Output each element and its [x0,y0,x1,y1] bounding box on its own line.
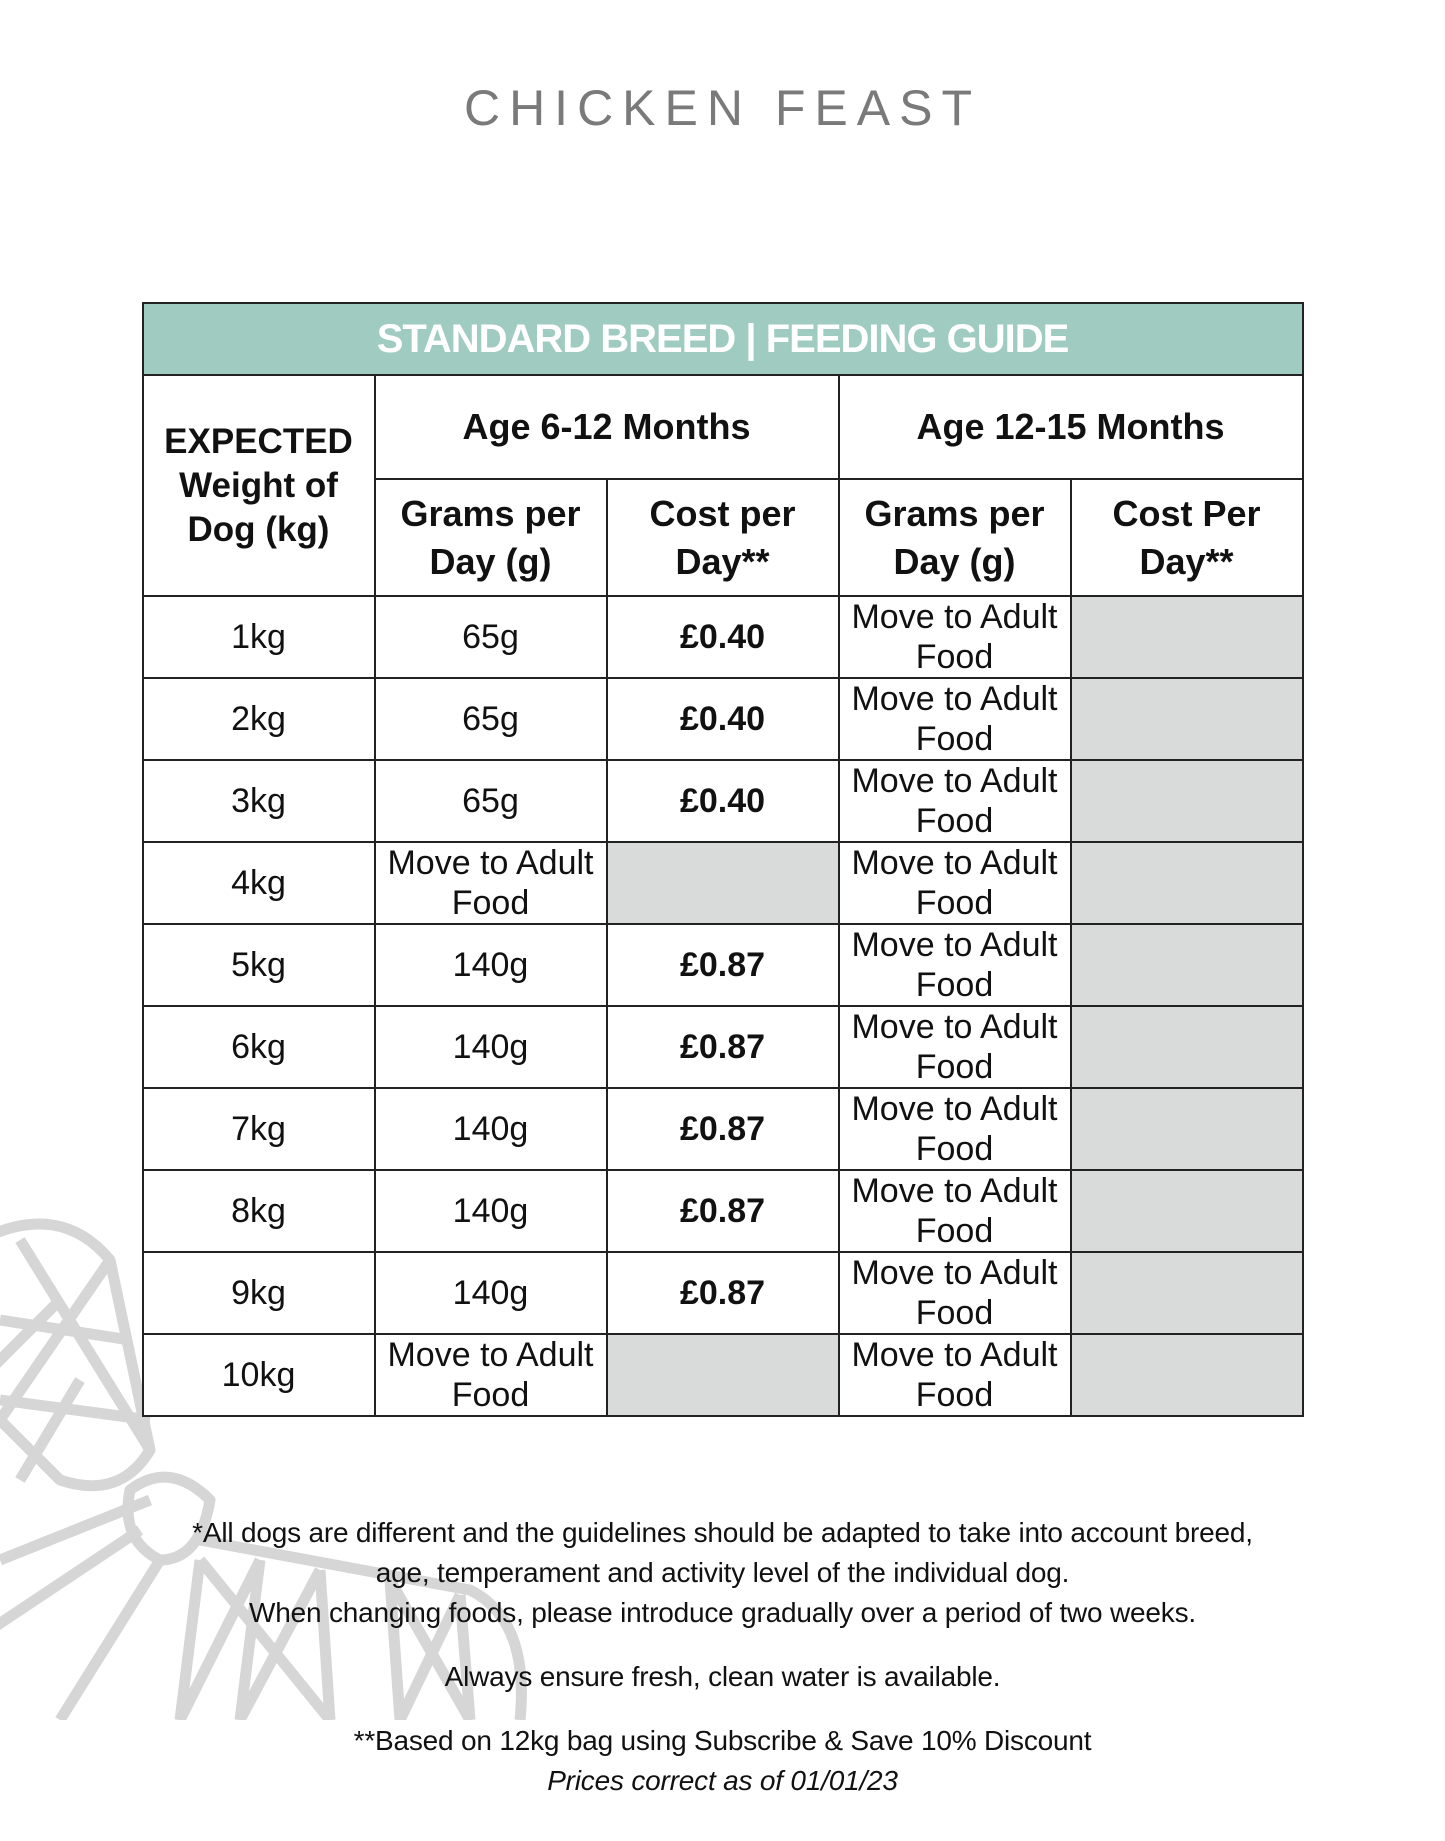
weight-cell: 8kg [143,1170,375,1252]
weight-cell: 7kg [143,1088,375,1170]
weight-cell: 1kg [143,596,375,678]
group-header-12-15: Age 12-15 Months [839,375,1303,479]
subheader-line: Cost Per [1112,492,1261,534]
cost-cell: £0.40 [607,760,839,842]
weight-cell: 2kg [143,678,375,760]
subheader-line: Cost per [649,492,796,534]
cost-cell [1071,596,1303,678]
grams-cell: Move to Adult Food [839,760,1071,842]
table-row [143,842,1303,924]
grams-cell: Move to Adult Food [839,596,1071,678]
weight-header-line: Dog (kg) [187,509,330,549]
grams-cell: Move to Adult Food [839,1252,1071,1334]
cost-cell [1071,1170,1303,1252]
subheader-line: Day (g) [429,540,552,582]
table-row [143,924,1303,1006]
grams-cell: 140g [375,924,607,1006]
weight-header-line: Weight of [179,465,338,505]
grams-cell: 140g [375,1088,607,1170]
group-header-6-12: Age 6-12 Months [375,375,839,479]
table-row [143,678,1303,760]
cost-cell: £0.40 [607,678,839,760]
cost-cell [1071,1006,1303,1088]
note-line: age, temperament and activity level of the individual dog. [375,1557,1070,1588]
grams-cell: Move to Adult Food [839,678,1071,760]
cost-cell [607,1334,839,1416]
grams-cell: Move to Adult Food [839,1088,1071,1170]
note-line: **Based on 12kg bag using Subscribe & Save 10% Discount [353,1725,1092,1756]
cost-cell [1071,842,1303,924]
cost-cell [1071,760,1303,842]
subheader-line: Grams per [864,492,1045,534]
grams-cell: 65g [375,760,607,842]
subheader-line: Grams per [400,492,581,534]
subheader-line: Day (g) [893,540,1016,582]
notes [73,1513,1373,1633]
grams-cell: Move to Adult Food [375,842,607,924]
subheader-line: Day** [1139,540,1234,582]
cost-cell [1071,924,1303,1006]
weight-header [143,375,375,596]
weight-cell: 9kg [143,1252,375,1334]
cost-cell: £0.40 [607,596,839,678]
weight-cell: 5kg [143,924,375,1006]
grams-cell: Move to Adult Food [839,1170,1071,1252]
cost-cell [1071,1088,1303,1170]
grams-cell: Move to Adult Food [839,1006,1071,1088]
grams-cell: 65g [375,678,607,760]
table-banner: STANDARD BREED | FEEDING GUIDE [143,303,1303,375]
weight-cell: 10kg [143,1334,375,1416]
cost-cell: £0.87 [607,1170,839,1252]
table-row [143,1252,1303,1334]
grams-cell: 140g [375,1252,607,1334]
feeding-guide-table [142,302,1304,1417]
cost-cell [1071,1334,1303,1416]
grams-cell: Move to Adult Food [839,1334,1071,1416]
table-row [143,760,1303,842]
prices-date-note: Prices correct as of 01/01/23 [547,1765,898,1796]
subheader-line: Day** [675,540,770,582]
subheader [607,479,839,596]
cost-cell [1071,678,1303,760]
table-row [143,596,1303,678]
subheader [839,479,1071,596]
weight-cell: 6kg [143,1006,375,1088]
weight-header-line: EXPECTED [164,421,353,461]
cost-cell: £0.87 [607,1088,839,1170]
grams-cell: 140g [375,1006,607,1088]
weight-cell: 4kg [143,842,375,924]
subheader [375,479,607,596]
cost-cell [607,842,839,924]
grams-cell: 65g [375,596,607,678]
price-note [73,1721,1373,1841]
cost-cell: £0.87 [607,924,839,1006]
note-line: When changing foods, please introduce gradually over a period of two weeks. [249,1597,1196,1628]
grams-cell: Move to Adult Food [839,924,1071,1006]
table-row [143,1006,1303,1088]
cost-cell: £0.87 [607,1252,839,1334]
water-note: Always ensure fresh, clean water is available. [444,1661,1001,1692]
subheader [1071,479,1303,596]
note-line: *All dogs are different and the guidelines should be adapted to take into account breed, [192,1517,1253,1548]
grams-cell: 140g [375,1170,607,1252]
page-title: CHICKEN FEAST [463,80,982,136]
grams-cell: Move to Adult Food [839,842,1071,924]
weight-cell: 3kg [143,760,375,842]
cost-cell [1071,1252,1303,1334]
table-row [143,1170,1303,1252]
table-row [143,1088,1303,1170]
grams-cell: Move to Adult Food [375,1334,607,1416]
table-row [143,1334,1303,1416]
cost-cell: £0.87 [607,1006,839,1088]
